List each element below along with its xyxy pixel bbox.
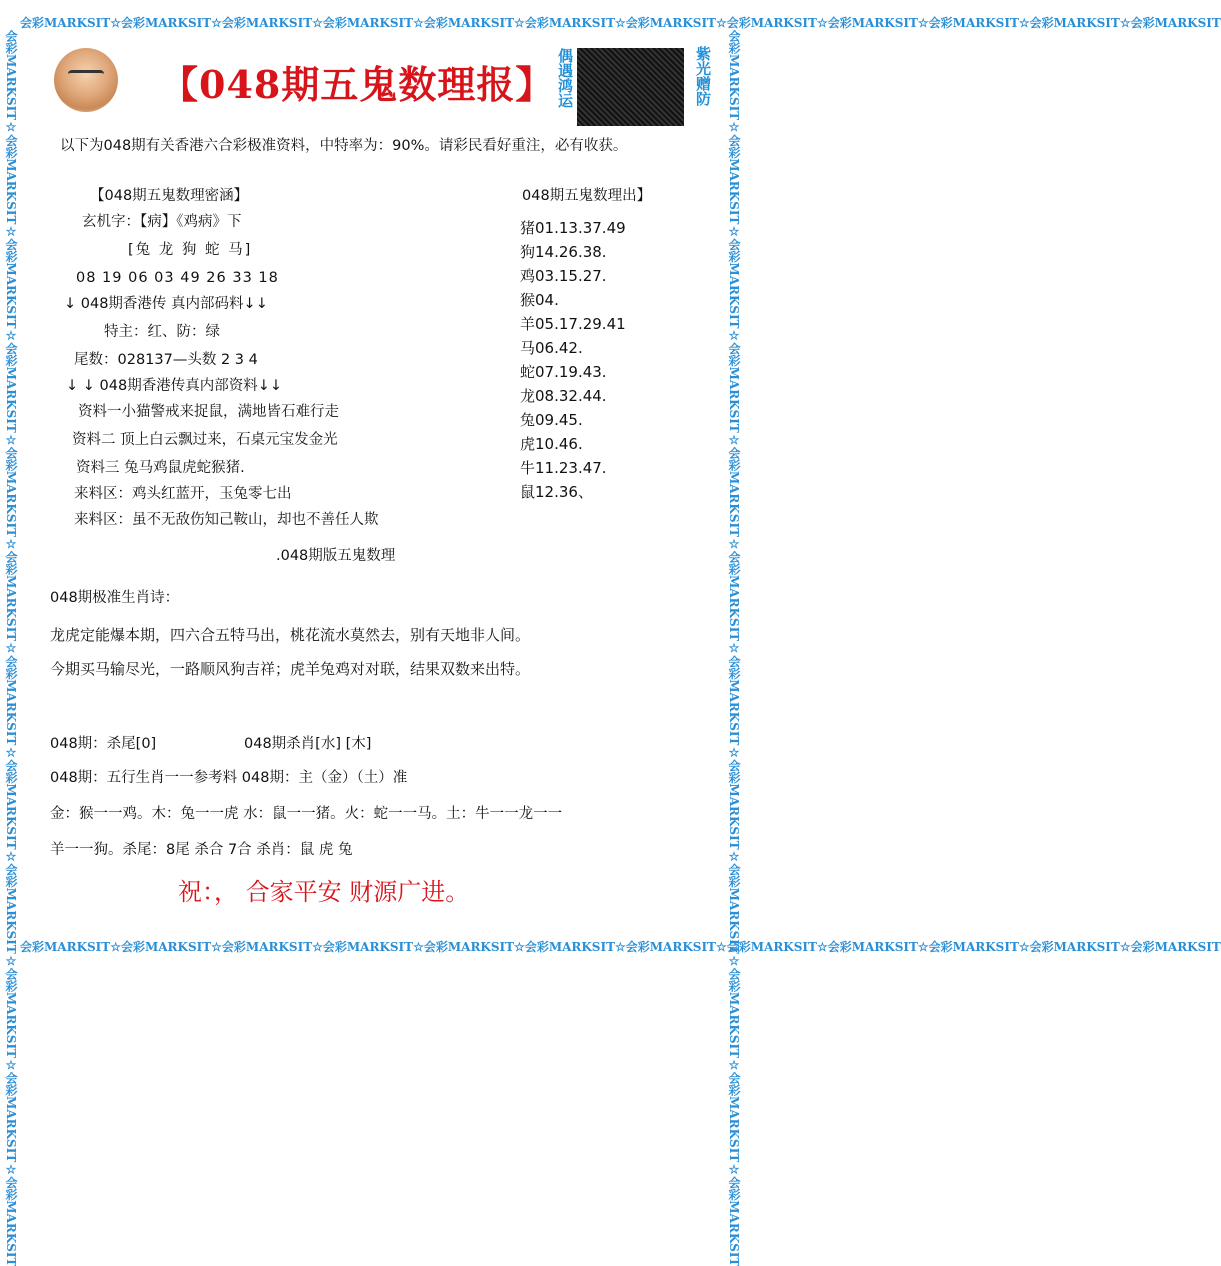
elements-line-two: 羊一一狗。杀尾：8尾 杀合 7合 杀肖：鼠 虎 兔 (50, 842, 353, 858)
elements-line-one: 金：猴一一鸡。木：兔一一虎 水：鼠一一猪。火：蛇一一马。土：牛一一龙一一 (50, 806, 563, 822)
list-item: 牛11.23.47. (520, 459, 607, 477)
list-item: 龙08.32.44. (520, 387, 607, 405)
stamp-right: 紫光赠防 (694, 46, 712, 106)
list-item: 鼠12.36、 (520, 483, 593, 501)
source-two: 来料区：虽不无敌伤知己鞍山，却也不善任人欺 (74, 512, 379, 528)
list-item: 猴04. (520, 291, 559, 309)
poem-line-one: 龙虎定能爆本期，四六合五特马出，桃花流水莫然去，别有天地非人间。 (50, 626, 531, 644)
portrait-image (54, 48, 118, 112)
number-list: 08 19 06 03 49 26 33 18 (76, 270, 279, 286)
list-item: 兔09.45. (520, 411, 583, 429)
tail-text: 尾数：028137—头数 2 3 4 (74, 352, 258, 368)
border-right: 会彩MARKSIT☆会彩MARKSIT☆会彩MARKSIT☆会彩MARKSIT☆会彩MARKSIT☆会彩MARKSIT☆会彩MARKSIT☆会彩MARKSIT☆会彩MARKSIT☆会彩MARKSIT☆会彩MARKSIT☆会彩MARKSIT (727, 30, 741, 1266)
border-left: 会彩MARKSIT☆会彩MARKSIT☆会彩MARKSIT☆会彩MARKSIT☆会彩MARKSIT☆会彩MARKSIT☆会彩MARKSIT☆会彩MARKSIT☆会彩MARKSIT☆会彩MARKSIT☆会彩MARKSIT☆会彩MARKSIT (4, 30, 18, 1266)
qr-code-image (577, 48, 684, 126)
list-item: 蛇07.19.43. (520, 363, 607, 381)
edition-label: .048期版五鬼数理 (276, 548, 396, 564)
blessing-text: 祝：， 合家平安 财源广进。 (178, 878, 470, 906)
special-text: 特主：红、防：绿 (104, 324, 220, 340)
list-item: 虎10.46. (520, 435, 583, 453)
source-one: 来料区：鸡头红蓝开，玉兔零七出 (74, 486, 292, 502)
list-item: 鸡03.15.27. (520, 267, 607, 285)
data-line: ↓ ↓ 048期香港传真内部资料↓↓ (66, 378, 282, 394)
intro-text: 以下为048期有关香港六合彩极准资料，中特率为：90%。请彩民看好重注，必有收获。 (60, 138, 628, 154)
data-two: 资料二 顶上白云飘过来，石桌元宝发金光 (72, 432, 338, 448)
riddle-text: 玄机字：【病】《鸡病》下 (82, 214, 242, 230)
list-item: 羊05.17.29.41 (520, 315, 626, 333)
kill-zodiac-text: 048期杀肖[水] [木] (244, 736, 372, 752)
border-top: 会彩MARKSIT☆会彩MARKSIT☆会彩MARKSIT☆会彩MARKSIT☆会彩MARKSIT☆会彩MARKSIT☆会彩MARKSIT☆会彩MARKSIT☆会彩MARKSIT☆会彩MARKSIT☆会彩MARKSIT☆会彩MARKSIT (20, 16, 1221, 30)
five-elements-text: 048期：五行生肖一一参考料 048期：主（金）（土）准 (50, 770, 408, 786)
poem-heading: 048期极准生肖诗： (50, 590, 180, 606)
data-three: 资料三 兔马鸡鼠虎蛇猴猪. (76, 460, 245, 476)
list-item: 马06.42. (520, 339, 583, 357)
left-heading: 【048期五鬼数理密涵】 (90, 188, 249, 204)
page-title: 【048期五鬼数理报】 (160, 62, 555, 107)
border-bottom: 会彩MARKSIT☆会彩MARKSIT☆会彩MARKSIT☆会彩MARKSIT☆会彩MARKSIT☆会彩MARKSIT☆会彩MARKSIT☆会彩MARKSIT☆会彩MARKSIT☆会彩MARKSIT☆会彩MARKSIT☆会彩MARKSIT (20, 940, 1221, 954)
data-one: 资料一小猫警戒来捉鼠，满地皆石难行走 (78, 404, 339, 420)
poem-line-two: 今期买马输尽光，一路顺风狗吉祥；虎羊兔鸡对对联，结果双数来出特。 (50, 660, 531, 678)
list-item: 狗14.26.38. (520, 243, 607, 261)
right-heading: 048期五鬼数理出】 (522, 188, 652, 204)
zodiac-list: [兔 龙 狗 蛇 马] (128, 242, 253, 258)
code-line: ↓ 048期香港传 真内部码料↓↓ (64, 296, 268, 312)
stamp-left: 偶遇鸿运 (556, 48, 574, 108)
zodiac-number-list (520, 216, 626, 504)
list-item: 猪01.13.37.49 (520, 219, 626, 237)
kill-tail-text: 048期：杀尾[0] (50, 736, 157, 752)
